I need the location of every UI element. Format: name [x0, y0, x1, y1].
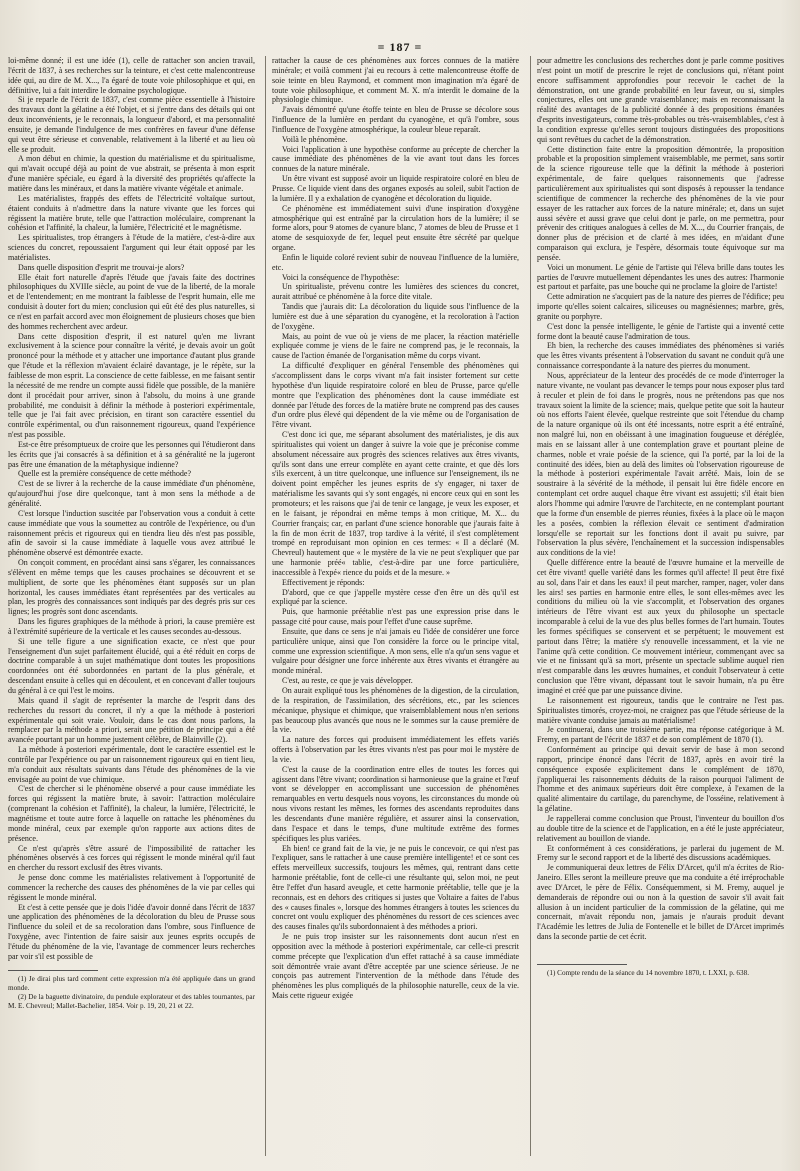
paragraph: Ce phénomène est immédiatement suivi d'une inspiration d'oxygène atmosphérique qui est entraîné par la circulation hors de la lumière; il se forme alors, pour 9 atomes de cyanure blanc, 7 atomes de bleu de Prusse et 1 atome de sesquioxyde de fer, lequel peut ensuite être sécrété par quelque organe.	[272, 203, 519, 253]
paragraph: Les matérialistes, frappés des effets de l'électricité voltaïque surtout, étaient conduits à n'admettre dans la nature vivante que les forces qui régissent la matière brute, telle que l'attraction moléculaire, comprenant la cohésion et l'affinité, la chaleur, la lumière, l'électricité et le magnétisme.	[8, 193, 255, 233]
paragraph: C'est de chercher si le phénomène observé a pour cause immédiate les forces qui régissent la matière brute, à savoir: l'attraction moléculaire (comprenant la cohésion et l'affinité), la chaleur, la lumière, l'électricité, le magnétisme et toute autre force à laquelle on rattache les phénomènes du monde minéral, ceux par exemple qu'on rapporte aux actions dites de présence.	[8, 784, 255, 843]
paragraph: C'est de se livrer à la recherche de la cause immédiate d'un phénomène, qu'aujourd'hui j'ose dire quelconque, tant à mon sens la méthode a de généralité.	[8, 479, 255, 508]
paragraph: Est-ce être présomptueux de croire que les personnes qui l'étudieront dans les écrits que j'ai consacrés à sa définition et à sa généralité ne la jugeront pas être une émanation de la métaphysique indienne?	[8, 439, 255, 469]
paragraph: Tandis que j'aurais dit: La décoloration du liquide sous l'influence de la lumière est due à une séparation du cyanogène, et la recoloration à l'action de l'oxygène.	[272, 302, 519, 331]
paragraph: C'est donc la pensée intelligente, le génie de l'artiste qui a inventé cette forme dont la beauté cause l'admiration de tous.	[537, 321, 784, 341]
paragraph: pour admettre les conclusions des recherches dont je parle comme positives n'est point un motif de prescrire le rejet de conclusions qui, n'étant point encore suffisamment approfondies pour recevoir le cachet de la démonstration, ont une grande probabilité en leur faveur, ou si, simples conjectures, elles ont une grande vraisemblance; mais en reconnaissant la réalité des avantages de la publicité donnée à des propositions émanées d'esprits investigateurs, comme très-probables ou très-vraisemblables, c'est à la condition expresse qu'elles seront toujours distinguées des propositions qui sont revêtues du cachet de la démonstration.	[537, 56, 784, 144]
paragraph: Je continuerai, dans une troisième partie, ma réponse catégorique à M. Fremy, en partant de l'écrit de 1837 et de son complément de 1870 (1).	[537, 725, 784, 745]
paragraph: La nature des forces qui produisent immédiatement les effets variés offerts à l'observation par les êtres vivants n'est pas pour moi le mystère de la vie.	[272, 735, 519, 764]
paragraph: Ce n'est qu'après s'être assuré de l'impossibilité de rattacher les phénomènes observés à ces forces qui régissent le monde minéral qu'il faut en chercher du ressort exclusif des êtres vivants.	[8, 843, 255, 873]
paragraph: Eh bien! ce grand fait de la vie, je ne puis le concevoir, ce qui n'est pas l'expliquer, sans le rattacher à une cause première intelligente! et ce sont ces effets merveilleux successifs, toujours les mêmes, qui, rentrant dans cette harmonie préétablie, font de celle-ci une résultante qui, selon moi, ne peut être l'effet d'un hasard aveugle, et cette harmonie préétablie, telle que je la reconnais, est en dehors des critiques si justes que Voltaire a faites de l'abus des « causes finales », lorsque des hommes étrangers à toutes les sciences du concret ont voulu expliquer des phénomènes du ressort de ces sciences avec des causes finales qu'ils subordonnaient à des méthodes a priori.	[272, 843, 519, 932]
paragraph: Un être vivant est supposé avoir un liquide respiratoire coloré en bleu de Prusse. Ce liquide vient dans des organes exposés au soleil, subit l'action de la lumière. Il y a exhalation de cyanogène et décoloration du liquide.	[272, 174, 519, 203]
footnote-rule	[8, 970, 98, 971]
paragraph: Dans cette disposition d'esprit, il est naturel qu'en me livrant exclusivement à la science pour connaître la vérité, je devais avoir un goût prononcé pour la méthode et y attacher une importance d'autant plus grande que l'étude et la réflexion m'avaient éclairé davantage, je le répète, sur la faiblesse de mon esprit. La conscience de cette faiblesse, en me faisant sentir la nécessité de me rendre un compte aussi fidèle que possible, de la manière dont il procédait pour arriver, sinon à l'absolu, du moins à une grande probabilité, me conduisit à définir la méthode à posteriori expérimentale, telle que je l'ai fait avec précision, en tirant son caractère essentiel du contrôle expérimental, ou d'un raisonnement rigoureux, quand l'expérience n'est pas possible.	[8, 331, 255, 440]
paragraph: Et conformément à ces considérations, je parlerai du jugement de M. Fremy sur le second rapport et de la liberté des discussions académiques.	[537, 843, 784, 863]
text-column-middle	[272, 56, 519, 1156]
text-column-left	[8, 56, 255, 1156]
paragraph: Cette distinction faite entre la proposition démontrée, la proposition probable et la proposition simplement vraisemblable, me permet, sans sortir de la science rigoureuse telle que la définit la méthode à posteriori expérimentale, de faire quelques raisonnements que j'adresse particulièrement aux spiritualistes qui sont disposés à repousser la tendance scientifique de commencer la recherche des phénomènes de la vie pour essayer de les rattacher aux forces de la nature minérale; et, dans un sujet aussi sévère et aussi grave que celui dont je parle, on me permettra, pour prévenir des critiques analogues à celles de M. X..., du Courrier français, de donner plus de précision et de clarté à mes idées, en m'aidant d'une comparaison qui exclura, je l'espère, désormais toute équivoque sur ma pensée.	[537, 144, 784, 262]
paragraph: Mais, au point de vue où je viens de me placer, la réaction matérielle expliquée comme je viens de le faire ne comprend pas, je le reconnais, la cause de l'action émanée de l'organisation même du corps vivant.	[272, 331, 519, 361]
paragraph: C'est la cause de la coordination entre elles de toutes les forces qui agissent dans l'être vivant; coordination si harmonieuse que la graine et l'œuf vont se développer en accomplissant une succession de phénomènes remarquables en vertu desquels nous voyons, les circonstances du monde où nous vivons restant les mêmes, les formes des ascendants reproduites dans les descendants d'une manière régulière, et assurer ainsi la conservation, dans l'espace et dans le temps, d'une multitude extrême des formes spécifiques les plus variées.	[272, 764, 519, 843]
footnote: (1) Compte rendu de la séance du 14 novembre 1870, t. LXXI, p. 638.	[547, 968, 749, 977]
paragraph: Voici la conséquence de l'hypothèse:	[282, 272, 400, 282]
footnote: (2) De la baguette divinatoire, du pendule explorateur et des tables tournantes, par M. E. Chevreul; Mallet-Bachelier, 1854. Voir p. 19, 20, 21 et 22.	[8, 992, 255, 1010]
paragraph: A mon début en chimie, la question du matérialisme et du spiritualisme, qui m'avait occupé déjà au point de vue abstrait, se présenta à mon esprit d'une manière spéciale, eu égard à la diversité des propriétés qu'affecte la matière dans les minéraux, et dans la matière vivante végétale et animale.	[8, 154, 255, 193]
paragraph: Nous, appréciateur de la lenteur des procédés de ce mode d'interroger la nature vivante, ne voulant pas devancer le temps pour nous exposer plus tard à reculer et plein de foi dans le progrès, nous ne prétendons pas que nos travaux soient la limite de la science; mais, quelque petite que soit la hauteur où nos efforts l'aient élevée, quelque restreinte que soit l'étendue du champ de la nature organique où ils ont été incessants, notre esprit a été entraîné, non malgré lui, non en obéissant à une imagination fougueuse et déréglée, mais en se laissant aller à une contemplation grave et pourtant pleine de charmes, noble et vraie poésie de la science, qui l'a porté, par la loi de la continuité des idées, bien au delà des limites où l'observation rigoureuse de la méthode à posteriori expérimentale l'avait arrêté. Mais, loin de se soustraire à la sévérité de la méthode, il pensait lui être fidèle encore en contemplant cet ordre auquel chaque être vivant est assujetti; s'il était bien alors l'homme qui admire l'œuvre de l'architecte, en ne contemplant pourtant que la forme d'un ensemble de pierres réunies, fixées à la place où le maçon les a posées, combien la réflexion élevait ce sentiment d'admiration lorsqu'elle se reportait sur les fonctions dont il avait pu suivre, par l'observation la plus sévère, l'enchaînement et la succession indispensables aux conditions de la vie!	[537, 371, 784, 558]
footnote: (1) Je dirai plus tard comment cette expression m'a été appliquée dans un grand monde.	[8, 974, 255, 992]
paragraph: La méthode à posteriori expérimentale, dont le caractère essentiel est le contrôle par l'expérience ou par un raisonnement rigoureux qui en tient lieu, m'a conduit aux résultats suivants dans l'étude des phénomènes de la vie envisagée au point de vue chimique.	[8, 745, 255, 784]
paragraph: Effectivement je réponds:	[282, 577, 365, 587]
paragraph: Je rappellerai comme conclusion que Proust, l'inventeur du bouillon d'os au double titre de la science et de l'application, en a été le juste appréciateur, relativement au bouillon de viande.	[537, 813, 784, 843]
paragraph: J'avais démontré qu'une étoffe teinte en bleu de Prusse se décolore sous l'influence de la lumière en perdant du cyanogène, et qu'à l'ombre, sous l'influence de l'oxygène atmosphérique, la couleur bleue reparaît.	[272, 105, 519, 134]
paragraph: rattacher la cause de ces phénomènes aux forces connues de la matière minérale; et voilà comment j'ai eu recours à cette malencontreuse étoffe de soie teinte en bleu Raymond, et comment mon imagination m'a égaré de toute voie philosophique, et comment M. X. m'a interdit le domaine de la physiologie chimique.	[272, 56, 519, 105]
paragraph: Puis, que harmonie préétablie n'est pas une expression prise dans le passage cité pour cause, mais pour l'effet d'une cause suprême.	[272, 607, 519, 627]
paragraph: C'est donc ici que, me séparant absolument des matérialistes, je dis aux spiritualistes qui voient un danger à suivre la voie que je préconise comme absolument nécessaire aux progrès des sciences relatives aux êtres vivants, qu'ils sont dans une erreur complète en ayant cette crainte, et que dès lors s'ils exercent, à un titre quelconque, une influence sur l'enseignement, ils ne doivent point empêcher les jeunes esprits de s'y engager, ni taxer de matérialisme les savants qui s'y sont engagés, ni encore ceux qui en sont les promoteurs; et les raisons que j'ai de tenir ce langage, je veux les exposer, et en le faisant, je répondrai en même temps à mon critique, M. X... du Courrier français; car, en parlant d'une science honorable que j'aurais faite à la fin de mon écrit de 1837, trop tardive à la vérité, il s'est complètement trompé en reproduisant mon opinion en ces termes: « Il a déclaré (M. Chevreul) hautement que « le mystère de la vie ne peut s'expliquer que par une harmonie préé« tablie, c'est-à-dire par une force particulière, inaccessible à l'expé« rience du poids et de la mesure. »	[272, 430, 519, 577]
paragraph: C'est lorsque l'induction suscitée par l'observation vous a conduit à cette cause immédiate que vous la soumettez au contrôle de l'expérience, ou d'un raisonnement précis et rigoureux qui en tiendra lieu dès n'est pas possible, afin de savoir si la cause immédiate à laquelle vous avez attribué le phénomène observé est démontrée exacte.	[8, 508, 255, 558]
paragraph: Ensuite, que dans ce sens je n'ai jamais eu l'idée de considérer une force particulière unique, ainsi que l'on considère la force ou le principe vital, comme une expression scientifique. A mon sens, elle n'a qu'un sens vague et vulgaire pour désigner une force inhérente aux êtres vivants et étrangère au monde minéral.	[272, 626, 519, 676]
paragraph: loi-même donné; il est une idée (1), celle de rattacher son ancien travail, l'écrit de 1837, à ses recherches sur la teinture, et c'est cette malencontreuse idée qui, au dire de M. X..., l'a égaré de toute voie philosophique et qui, en définitive, lui a fait interdire le domaine psychologique.	[8, 56, 255, 95]
paragraph: D'abord, que ce que j'appelle mystère cesse d'en être un dès qu'il est expliqué par la science.	[272, 587, 519, 607]
paragraph: On conçoit comment, en procédant ainsi sans s'égarer, les connaissances s'élèvent en même temps que les causes prochaines se découvrent et se multiplient, de sorte que les phénomènes étant supposés sur un plan horizontal, les causes immédiates étant représentées par des verticales au plan, les progrès des connaissances sont indiqués par des degrés pris sur ces lignes; les progrès sont donc ascendants.	[8, 558, 255, 617]
paragraph: Mais quand il s'agit de représenter la marche de l'esprit dans des recherches du ressort du concret, il n'y a que la méthode à posteriori expérimentale qui soit vraie. Vouloir, dans le cas dont nous parlons, la remplacer par la méthode a priori, serait une pétition de principe qui a été avancée pourtant par un homme justement célèbre, de Blainville (2).	[8, 695, 255, 745]
column-rule	[265, 56, 266, 1156]
footnote-rule	[537, 964, 627, 965]
paragraph: Je communiquerai deux lettres de Félix D'Arcet, qu'il m'a écrites de Rio-Janeiro. Elles seront la meilleure preuve que ma conduite a été irréprochable avec D'Arcet, le père de Félix. Conséquemment, si M. Fremy, auquel je demanderais de répondre oui ou non à la question de savoir s'il avait fait allusion à un incident particulier de la commission de la gélatine, qui me concernait, m'avait répondu non, jamais je n'aurais produit devant l'Académie les lettres de Julia de Fontenelle et le billet de D'Arcet imprimés dans la seconde partie de cet écrit.	[537, 863, 784, 942]
paragraph: Voici un monument. Le génie de l'artiste qui l'éleva brille dans toutes les parties de l'œuvre mutuellement dépendantes les unes des autres: l'harmonie est partout et parfaite, pas une bouche qui ne proclame la gloire de l'artiste!	[537, 262, 784, 292]
paragraph: Un spiritualiste, prévenu contre les lumières des sciences du concret, aurait attribué ce phénomène à la force dite vitale.	[272, 282, 519, 302]
paragraph: Quelle différence entre la beauté de l'œuvre humaine et la merveille de cet être vivant! quelle variété dans les formes qu'il affecte! Il peut être fixé au sol, dans l'air et dans les eaux! il peut marcher, ramper, nager, voler dans les airs! ses parties en harmonie entre elles, le sont elles-mêmes avec les conditions du milieu où la vie s'accomplit, et l'observation des organes intérieurs de l'être vivant est aux yeux du philosophe un spectacle incomparable à celui de la vue des plus belles formes de l'art humain. Toutes les formes spécifiques se conservent et se perpétuent; le mouvement est partout dans l'être; la matière s'y renouvelle incessamment, et la vie ne l'anime qu'à cette condition. Ce mouvement intérieur, commençant avec sa vie et ne finissant qu'à sa mort, présente un spectacle sublime auquel rien n'est comparable dans les œuvres humaines, et conduit l'observateur à cette conclusion que l'être vivant, dépassant tout le savoir humain, n'a pu être imaginé et créé que par une puissance divine.	[537, 558, 784, 695]
paragraph: Je ne puis trop insister sur les raisonnements dont aucun n'est en opposition avec la méthode à posteriori expérimentale, car celle-ci prescrit comme précepte que l'explication d'un effet rattaché à sa cause immédiate soit démontrée vraie avant d'être acceptée par une science sérieuse. Je ne conçois pas autrement l'intervention de la méthode dans l'étude des phénomènes les plus compliqués de la philosophie naturelle, ceux de la vie. Mais cette rigueur exigée	[272, 932, 519, 1001]
paragraph: Dans quelle disposition d'esprit me trouvai-je alors?	[18, 262, 185, 272]
paragraph: Dans les figures graphiques de la méthode à priori, la cause première est à l'extrémité supérieure de la verticale et les causes secondes au-dessous.	[8, 617, 255, 636]
paragraph: Je pense donc comme les matérialistes relativement à l'opportunité de commencer la recherche des causes des phénomènes de la vie par celles qui régissent le monde minéral.	[8, 873, 255, 902]
paragraph: Eh bien, la recherche des causes immédiates des phénomènes si variés que les êtres vivants présentent à l'observation du savant ne conduit qu'à une connaissance correspondante à la nature des pierres du monument.	[537, 341, 784, 371]
paragraph: Et c'est à cette pensée que je dois l'idée d'avoir donné dans l'écrit de 1837 une application des phénomènes de la décoloration du bleu de Prusse sous l'influence du soleil et de sa recoloration dans l'ombre, sous l'influence de l'oxygène, avec l'intention de faire saisir aux jeunes esprits occupés de l'étude du phénomène de la vie, l'avantage de commencer leurs recherches par voir s'il est possible de	[8, 902, 255, 961]
paragraph: Voici l'application à une hypothèse conforme au précepte de chercher la cause immédiate des phénomènes de la vie avant tout dans les forces connues de la nature minérale.	[272, 144, 519, 174]
column-rule	[530, 56, 531, 1156]
text-column-right	[537, 56, 784, 1156]
paragraph: Les spiritualistes, trop étrangers à l'étude de la matière, c'est-à-dire aux sciences du concret, repoussaient l'argument qui leur était opposé par les matérialistes.	[8, 233, 255, 262]
paragraph: Conformément au principe qui devait servir de base à mon second rapport, principe énoncé dans l'écrit de 1837, après en avoir tiré la conséquence exposée explicitement dans le complément de 1870, j'appliquerai les raisonnements déduits de la raison pourquoi l'aliment de l'homme et des animaux supérieurs doit être complexe, à l'examen de la qualité alimentaire du cartilage, du parenchyme, de l'osséine, relativement à la gélatine.	[537, 745, 784, 814]
paragraph: Elle était fort naturelle d'après l'étude que j'avais faite des doctrines philosophiques du XVIIIe siècle, au point de vue de la liberté, de la morale et de l'entendement; en me montrant la faiblesse de l'esprit humain, elle me conduisit à douter fort du mien; conclusion qui eût été des plus naturelles, si ce n'est en parfait accord avec mon éloignement de plusieurs choses que bien des hommes recherchent avec ardeur.	[8, 272, 255, 331]
paragraph: Quelle est la première conséquence de cette méthode?	[18, 469, 192, 479]
paragraph: Voilà le phénomène.	[282, 134, 348, 144]
paragraph: Si une telle figure a une signification exacte, ce n'est que pour l'enseignement d'un sujet parfaitement élucidé, qui a été réduit en corps de doctrine comparable à un sujet mathématique dont toutes les propositions coordonnées ont été subordonnées en partant de la plus générale, et descendant ensuite à celles qui en découlent, et en concevant d'aller toujours du général à ce qui l'est le moins.	[8, 636, 255, 695]
paragraph: La difficulté d'expliquer en général l'ensemble des phénomènes qui s'accomplissent dans le corps vivant m'a fait insister fortement sur cette hypothèse d'un liquide respiratoire coloré en bleu de Prusse, parce qu'elle montre que l'explication des phénomènes dont la cause immédiate est donnée par l'étude des forces de la matière brute ne comprend pas des causes d'un ordre plus élevé qui dépendent de la vie même ou de l'organisation de l'être vivant.	[272, 361, 519, 430]
paragraph: Cette admiration ne s'acquiert pas de la nature des pierres de l'édifice; peu importe qu'elles soient calcaires, siliceuses ou magnésiennes; marbre, grès, granite ou porphyre.	[537, 292, 784, 321]
paragraph: Le raisonnement est rigoureux, tandis que le contraire ne l'est pas. Spiritualistes timorés, croyez-moi, ne craignez pas que l'étude sérieuse de la matière vivante conduise jamais au matérialisme!	[537, 695, 784, 725]
paragraph: Si je reparle de l'écrit de 1837, c'est comme pièce essentielle à l'histoire des travaux dont la gélatine a été l'objet, et si j'entre dans des détails qui ont deux inconvénients, je le reconnais, la longueur d'abord, et ma personnalité ensuite, je demande l'indulgence de mes confrères en faveur d'une défense qui veut être sérieuse et convenable, relativement à la liberté et au lieu où elle se produit.	[8, 95, 255, 154]
paragraph: On aurait expliqué tous les phénomènes de la digestion, de la circulation, de la respiration, de l'assimilation, des sécrétions, etc., par les sciences mécanique, physique et chimique, que vraisemblablement nous n'en serions pas beaucoup plus avancés que nous ne le sommes sur la cause première de la vie.	[272, 686, 519, 735]
paragraph: Enfin le liquide coloré revient subir de nouveau l'influence de la lumière, etc.	[272, 252, 519, 272]
paragraph: C'est, au reste, ce que je vais développer.	[282, 676, 413, 686]
page-number: = 187 =	[377, 40, 423, 54]
